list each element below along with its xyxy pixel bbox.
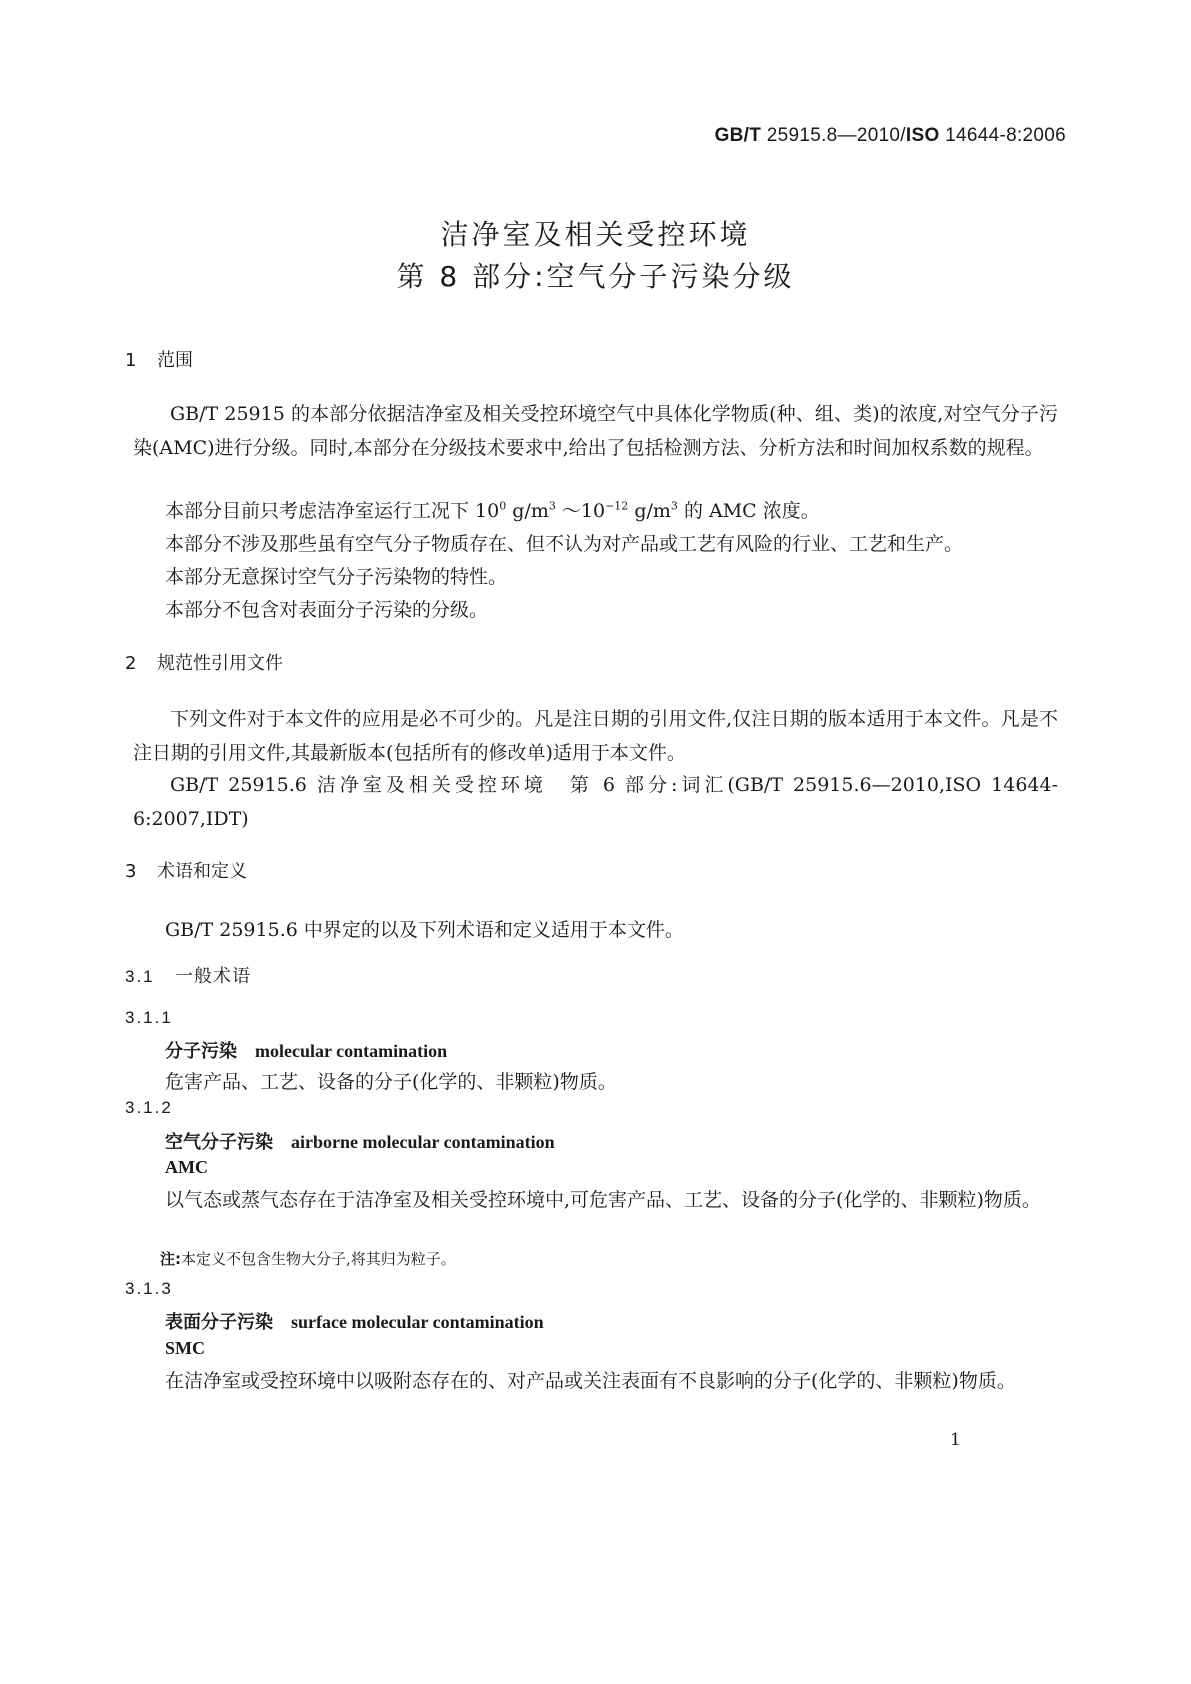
term-3-1-1-definition: 危害产品、工艺、设备的分子(化学的、非颗粒)物质。 — [165, 1071, 617, 1093]
term-3-1-2-note — [160, 1248, 456, 1269]
section-1-heading — [125, 346, 193, 372]
note-label: 注: — [160, 1250, 181, 1268]
subsection-3-1-number: 3.1 — [125, 967, 155, 986]
standard-number — [715, 125, 1066, 147]
title-line-1: 洁净室及相关受控环境 — [440, 218, 751, 251]
term-3-1-2-heading — [165, 1128, 555, 1154]
term-3-1-2-number: 3.1.2 — [125, 1098, 173, 1117]
section-1-paragraph-1: GB/T 25915 的本部分依据洁净室及相关受控环境空气中具体化学物质(种、组、类)的浓度,对空气分子污染(AMC)进行分级。同时,本部分在分级技术要求中,给出了包括检测方法、分析方法和时间加权系数的规程。 — [133, 403, 1058, 459]
std-code-a: GB/T — [714, 125, 762, 146]
section-1-paragraph-4: 本部分无意探讨空气分子污染物的特性。 — [165, 566, 508, 588]
term-3-1-3-abbreviation: SMC — [165, 1338, 205, 1358]
section-3-title: 术语和定义 — [157, 861, 247, 882]
term-3-1-2-abbreviation: AMC — [165, 1157, 208, 1177]
term-3-1-1-english: molecular contamination — [255, 1041, 448, 1061]
term-3-1-3-heading — [165, 1308, 544, 1334]
section-1-number: 1 — [125, 350, 137, 371]
section-2-heading — [125, 649, 283, 675]
section-2-paragraph-1: 下列文件对于本文件的应用是必不可少的。凡是注日期的引用文件,仅注日期的版本适用于本文件。凡是不注日期的引用文件,其最新版本(包括所有的修改单)适用于本文件。 — [133, 708, 1058, 764]
std-code-c: ISO — [905, 125, 940, 146]
term-3-1-2-definition: 以气态或蒸气态存在于洁净室及相关受控环境中,可危害产品、工艺、设备的分子(化学的、非颗粒)物质。 — [165, 1189, 1041, 1211]
section-1-paragraph-2: 本部分目前只考虑洁净室运行工况下 $10^0$ $g/m^3$ $\sim 10^{-12}$ $g/m^3$ 的 AMC 浓度。 — [165, 499, 820, 522]
term-3-1-3-definition: 在洁净室或受控环境中以吸附态存在的、对产品或关注表面有不良影响的分子(化学的、非颗粒)物质。 — [165, 1370, 1016, 1392]
section-2-title: 规范性引用文件 — [157, 653, 283, 674]
term-3-1-2-chinese: 空气分子污染 — [165, 1132, 273, 1153]
term-3-1-3-english: surface molecular contamination — [291, 1312, 544, 1332]
section-1-paragraph-3: 本部分不涉及那些虽有空气分子物质存在、但不认为对产品或工艺有风险的行业、工艺和生产。 — [165, 533, 964, 555]
std-code-b: 25915.8—2010/ — [766, 125, 906, 146]
term-3-1-3-chinese: 表面分子污染 — [165, 1312, 273, 1333]
term-3-1-1-number: 3.1.1 — [125, 1008, 173, 1027]
title-line-2: 第 8 部分:空气分子污染分级 — [396, 260, 795, 293]
subsection-3-1-heading — [125, 962, 251, 988]
section-3-heading — [125, 857, 247, 883]
page-number: 1 — [950, 1430, 961, 1450]
std-code-d: 14644-8:2006 — [945, 125, 1066, 146]
section-1-paragraph-5: 本部分不包含对表面分子污染的分级。 — [165, 599, 489, 621]
section-3-paragraph-1: GB/T 25915.6 中界定的以及下列术语和定义适用于本文件。 — [165, 919, 684, 941]
section-2-reference: GB/T 25915.6 洁净室及相关受控环境 第 6 部分:词汇(GB/T 25915.6—2010,ISO 14644-6:2007,IDT) — [133, 774, 1058, 830]
section-1-title: 范围 — [157, 350, 193, 371]
note-text: 本定义不包含生物大分子,将其归为粒子。 — [181, 1250, 456, 1268]
term-3-1-1-chinese: 分子污染 — [165, 1041, 237, 1062]
section-2-number: 2 — [125, 653, 137, 674]
section-3-number: 3 — [125, 861, 137, 882]
term-3-1-2-english: airborne molecular contamination — [291, 1132, 555, 1152]
subsection-3-1-title: 一般术语 — [175, 966, 251, 987]
term-3-1-3-number: 3.1.3 — [125, 1279, 173, 1298]
term-3-1-1-heading — [165, 1037, 447, 1063]
